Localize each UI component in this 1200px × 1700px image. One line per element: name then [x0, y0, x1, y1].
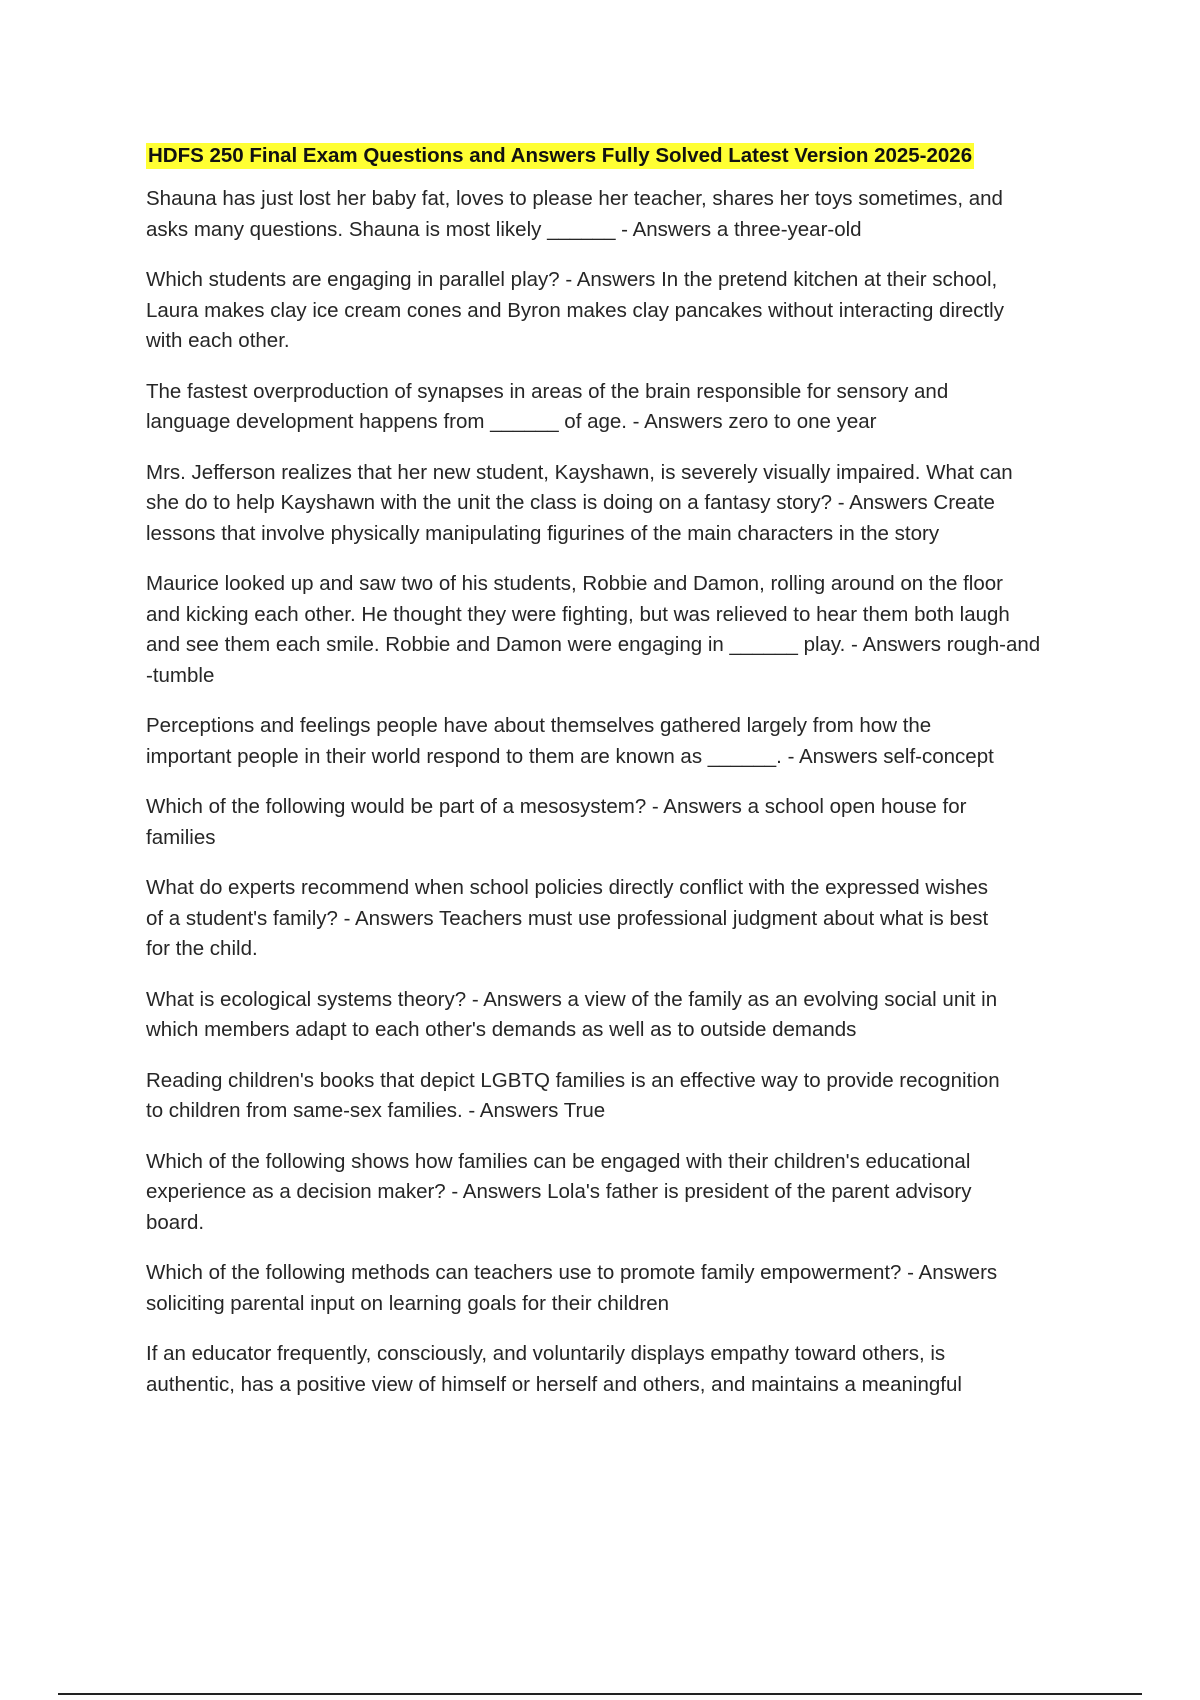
qa-item-7: Which of the following would be part of a mesosystem? - Answers a school open house for families	[146, 795, 967, 849]
qa-item-8: What do experts recommend when school policies directly conflict with the expressed wishes of a student's family? - Answers Teachers must use professional judgment about what is best for the child.	[146, 876, 989, 960]
title-highlight: HDFS 250 Final Exam Questions and Answers Fully Solved Latest Version 2025-2026	[148, 144, 973, 167]
qa-item-3: The fastest overproduction of synapses in areas of the brain responsible for sensory and language development happens from ______ of age. - Answers zero to one year	[146, 379, 949, 433]
qa-item-13: If an educator frequently, consciously, and voluntarily displays empathy toward others, is authentic, has a positive view of himself or herself and others, and maintains a meaningful	[146, 1342, 962, 1396]
qa-item-4: Mrs. Jefferson realizes that her new student, Kayshawn, is severely visually impaired. What can she do to help Kayshawn with the unit the class is doing on a fantasy story? - Answers Create lessons that involve physically manipulating figurines of the main characters in the story	[146, 460, 1013, 545]
document-title	[146, 141, 1096, 171]
qa-item-6: Perceptions and feelings people have about themselves gathered largely from how the important people in their world respond to them are known as ______. - Answers self-concept	[146, 714, 994, 768]
qa-item-1: Shauna has just lost her baby fat, loves to please her teacher, shares her toys sometimes, and asks many questions. Shauna is most likely ______ - Answers a three-year-old	[146, 187, 1003, 241]
qa-item-11: Which of the following shows how families can be engaged with their children's educational experience as a decision maker? - Answers Lola's father is president of the parent advisory board.	[146, 1149, 972, 1234]
qa-item-5: Maurice looked up and saw two of his students, Robbie and Damon, rolling around on the floor and kicking each other. He thought they were fighting, but was relieved to hear them both laugh and see them each smile. Robbie and Damon were engaging in ______ play. - Answers rough-and -tumble	[146, 572, 1041, 687]
qa-item-10: Reading children's books that depict LGBTQ families is an effective way to provide recognition to children from same-sex families. - Answers True	[146, 1068, 1000, 1122]
footer-rule	[58, 1693, 1142, 1695]
qa-item-2: Which students are engaging in parallel play? - Answers In the pretend kitchen at their school, Laura makes clay ice cream cones and Byron makes clay pancakes without interacting directly with each other.	[146, 268, 1004, 352]
qa-item-12: Which of the following methods can teachers use to promote family empowerment? - Answers soliciting parental input on learning goals for their children	[146, 1261, 998, 1315]
qa-item-9: What is ecological systems theory? - Answers a view of the family as an evolving social unit in which members adapt to each other's demands as well as to outside demands	[146, 987, 998, 1041]
document-body	[146, 141, 1096, 1420]
